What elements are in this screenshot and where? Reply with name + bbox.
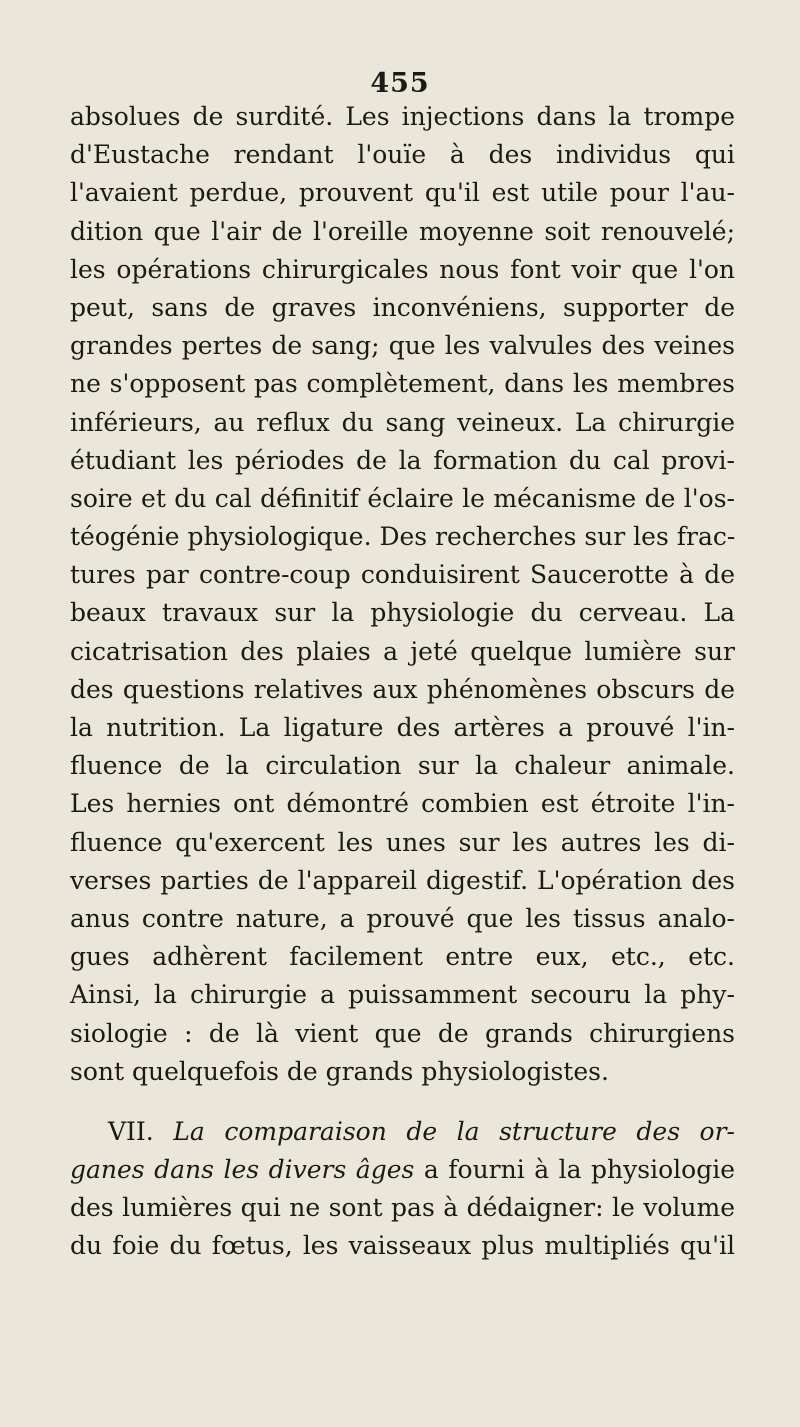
text-line: les opérations chirurgicales nous font voir que l'on [70,254,735,284]
section-title-italic: La comparaison de la structure des or- [173,1116,735,1146]
text-line: étudiant les périodes de la formation du cal provi- [70,445,735,475]
text-line: du foie du fœtus, les vaisseaux plus multipliés qu'il [70,1231,735,1261]
text-line: siologie : de là vient que de grands chirurgiens [70,1018,735,1048]
text-line: anus contre nature, a prouvé que les tissus analo- [70,903,735,933]
text-line: téogénie physiologique. Des recherches sur les frac- [70,522,736,552]
text-line: fluence qu'exercent les unes sur les autres les di- [70,827,735,857]
text-line: gues adhèrent facilement entre eux, etc., etc. [70,942,735,972]
text-line: absolues de surdité. Les injections dans la trompe [70,102,735,131]
text-line: Les hernies ont démontré combien est étroite l'in- [70,789,735,819]
text-line: verses parties de l'appareil digestif. L'opération des [70,865,735,895]
section-heading-line [70,1113,735,1151]
text-line: beaux travaux sur la physiologie du cerveau. La [70,598,735,628]
section-title-italic-cont: ganes dans les divers âges [70,1155,415,1185]
text-fragment: a fourni à la physiologie [423,1155,735,1185]
text-line: des lumières qui ne sont pas à dédaigner: le volume [70,1193,735,1223]
text-line: d'Eustache rendant l'ouïe à des individus qui [70,140,735,170]
text-line: Ainsi, la chirurgie a puissamment secouru la phy- [70,980,735,1010]
body-text [70,98,735,1266]
text-line: sont quelquefois de grands physiologistes. [70,1056,609,1086]
text-line: ne s'opposent pas complètement, dans les membres [70,369,735,399]
text-line: dition que l'air de l'oreille moyenne soit renouvelé; [70,216,735,246]
text-line: soire et du cal définitif éclaire le mécanisme de l'os- [70,483,735,513]
text-line: fluence de la circulation sur la chaleur animale. [70,751,735,781]
text-line: la nutrition. La ligature des artères a prouvé l'in- [70,713,735,742]
text-line: inférieurs, au reflux du sang veineux. La chirurgie [70,407,735,437]
text-line: peut, sans de graves inconvéniens, supporter de [70,292,735,322]
section-number: VII. [108,1116,154,1146]
text-line: tures par contre-coup conduisirent Saucerotte à de [70,560,735,590]
paragraph-gap [70,1091,735,1113]
text-line: cicatrisation des plaies a jeté quelque lumière sur [70,636,735,666]
page-number: 455 [370,68,430,99]
text-line [70,1151,735,1189]
text-line: l'avaient perdue, prouvent qu'il est utile pour l'au- [70,178,735,208]
text-line: grandes pertes de sang; que les valvules des veines [70,331,735,361]
text-line: des questions relatives aux phénomènes obscurs de [70,674,735,704]
